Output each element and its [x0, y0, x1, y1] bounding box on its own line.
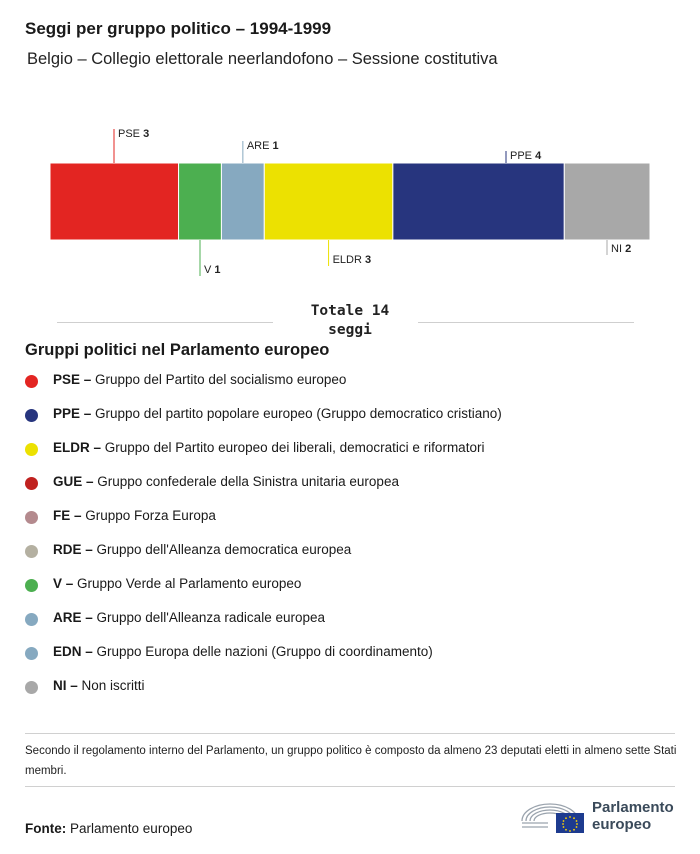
source-value: Parlamento europeo: [70, 821, 193, 836]
bar-segment-pse: [50, 163, 179, 240]
legend-label: [53, 542, 351, 557]
legend-label: [53, 406, 502, 421]
legend-swatch: [25, 375, 38, 388]
legend-label: [53, 610, 325, 625]
segment-label-are: ARE 1: [246, 140, 279, 152]
legend-swatch: [25, 647, 38, 660]
source: [25, 821, 192, 836]
legend-abbr: ARE –: [53, 610, 93, 625]
legend-swatch: [25, 613, 38, 626]
legend-label: [53, 440, 484, 455]
segment-label-ppe: PPE 4: [510, 150, 542, 162]
legend-abbr: ELDR –: [53, 440, 102, 455]
hemicycle-flag-icon: [520, 797, 588, 835]
segment-label-ni: NI 2: [611, 243, 632, 255]
legend-swatch: [25, 409, 38, 422]
logo-wordmark: [592, 799, 674, 833]
legend-swatch: [25, 545, 38, 558]
legend: [25, 372, 502, 712]
legend-abbr: EDN –: [53, 644, 93, 659]
legend-text: Gruppo del partito popolare europeo (Gruppo democratico cristiano): [91, 406, 502, 421]
bar-segment-eldr: [264, 163, 393, 240]
legend-text: Gruppo dell'Alleanza democratica europea: [92, 542, 352, 557]
total-seats-unit: seggi: [328, 322, 372, 338]
legend-swatch: [25, 511, 38, 524]
segment-label-v: V 1: [204, 264, 221, 276]
legend-item: [25, 474, 502, 508]
legend-item: [25, 406, 502, 440]
logo-line-2: europeo: [592, 816, 652, 833]
parliament-logo: [520, 797, 680, 835]
legend-text: Gruppo Europa delle nazioni (Gruppo di coordinamento): [92, 644, 433, 659]
legend-item: [25, 644, 502, 678]
legend-text: Gruppo del Partito del socialismo europeo: [91, 372, 347, 387]
source-label: Fonte:: [25, 821, 67, 836]
total-seats: [270, 302, 430, 340]
footnote: Secondo il regolamento interno del Parlamento, un gruppo politico è composto da almeno 23 deputati eletti in almeno sette Stati membri.: [25, 745, 677, 777]
legend-swatch: [25, 443, 38, 456]
legend-item: [25, 440, 502, 474]
logo-line-1: Parlamento: [592, 799, 674, 816]
segment-label-eldr: ELDR 3: [332, 254, 372, 266]
legend-text: Gruppo Verde al Parlamento europeo: [73, 576, 302, 591]
legend-text: Gruppo confederale della Sinistra unitaria europea: [93, 474, 399, 489]
total-seats-count: Totale 14: [310, 303, 390, 319]
legend-swatch: [25, 477, 38, 490]
legend-abbr: NI –: [53, 678, 78, 693]
chart-subtitle: Belgio – Collegio elettorale neerlandofono – Sessione costitutiva: [27, 50, 498, 68]
legend-item: [25, 542, 502, 576]
legend-label: [53, 644, 433, 659]
footer-divider-bottom: [25, 786, 675, 787]
bar-segment-v: [179, 163, 222, 240]
legend-title: Gruppi politici nel Parlamento europeo: [25, 341, 330, 359]
legend-abbr: RDE –: [53, 542, 93, 557]
legend-abbr: PSE –: [53, 372, 92, 387]
legend-text: Gruppo dell'Alleanza radicale europea: [92, 610, 325, 625]
legend-label: [53, 372, 346, 387]
legend-item: [25, 678, 502, 712]
legend-text: Gruppo del Partito europeo dei liberali, democratici e riformatori: [101, 440, 485, 455]
bar-segment-are: [221, 163, 264, 240]
total-left-rule: [57, 322, 273, 323]
legend-label: [53, 508, 216, 523]
stacked-seat-bar-chart: [0, 110, 700, 285]
legend-item: [25, 508, 502, 542]
legend-item: [25, 610, 502, 644]
legend-label: [53, 474, 399, 489]
legend-text: Non iscritti: [77, 678, 145, 693]
segment-label-pse: PSE 3: [118, 128, 150, 140]
chart-title: Seggi per gruppo politico – 1994-1999: [25, 19, 332, 38]
legend-swatch: [25, 681, 38, 694]
legend-abbr: PPE –: [53, 406, 92, 421]
legend-abbr: GUE –: [53, 474, 94, 489]
legend-abbr: V –: [53, 576, 74, 591]
legend-item: [25, 576, 502, 610]
bar-segment-ppe: [393, 163, 564, 240]
legend-item: [25, 372, 502, 406]
total-right-rule: [418, 322, 634, 323]
legend-label: [53, 678, 145, 693]
bar-segment-ni: [564, 163, 650, 240]
legend-swatch: [25, 579, 38, 592]
legend-label: [53, 576, 301, 591]
footer-divider-top: [25, 733, 675, 734]
legend-abbr: FE –: [53, 508, 82, 523]
legend-text: Gruppo Forza Europa: [81, 508, 216, 523]
